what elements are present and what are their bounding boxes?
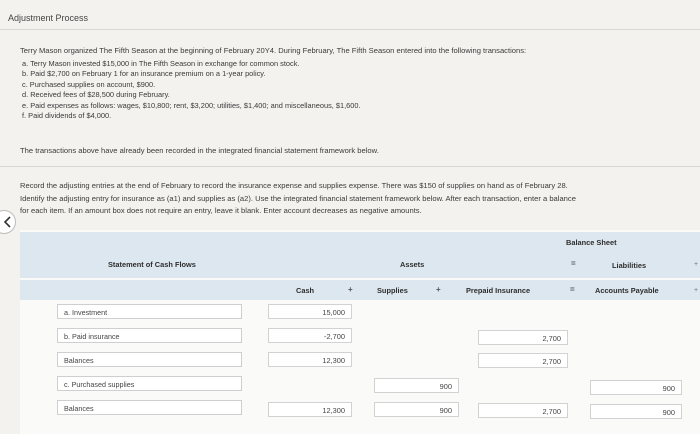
- supplies-input[interactable]: 900: [374, 402, 459, 417]
- cash-input[interactable]: 12,300: [268, 352, 352, 367]
- column-header-supplies: Supplies: [377, 286, 408, 295]
- page-title: Adjustment Process: [8, 13, 89, 23]
- list-item: b. Paid $2,700 on February 1 for an insurance premium on a 1-year policy.: [22, 69, 266, 79]
- equals-sign: =: [571, 259, 576, 268]
- intro-text: Terry Mason organized The Fifth Season at the beginning of February 20Y4. During February, The Fifth Season entered into the following transactions:: [20, 46, 527, 55]
- equals-sign: =: [570, 285, 575, 294]
- column-header-cash: Cash: [296, 286, 315, 295]
- list-item: d. Received fees of $28,500 during February.: [22, 90, 170, 100]
- chevron-left-icon: [3, 216, 11, 228]
- cash-input[interactable]: 12,300: [268, 402, 352, 417]
- accounts-payable-input[interactable]: 900: [590, 380, 682, 395]
- plus-sign: +: [694, 287, 699, 294]
- list-item: a. Terry Mason invested $15,000 in The Fifth Season in exchange for common stock.: [22, 59, 300, 68]
- list-item: e. Paid expenses as follows: wages, $10,800; rent, $3,200; utilities, $1,400; and miscellaneous, $1,600.: [22, 100, 361, 110]
- balance-sheet-header: Balance Sheet: [566, 238, 617, 247]
- prepaid-insurance-input[interactable]: 2,700: [478, 330, 568, 345]
- cash-flows-header: Statement of Cash Flows: [108, 260, 196, 269]
- plus-sign: +: [694, 261, 699, 268]
- row-label: c. Purchased supplies: [57, 376, 242, 391]
- cash-input[interactable]: 15,000: [268, 304, 352, 319]
- recorded-note: The transactions above have already been recorded in the integrated financial statement framework below.: [20, 146, 379, 155]
- list-item: f. Paid dividends of $4,000.: [22, 111, 112, 121]
- row-label: Balances: [57, 352, 242, 367]
- instructions-line: Identify the adjusting entry for insurance as (a1) and supplies as (a2). Use the integrated financial statement framework below. After each transaction, enter a balance: [20, 193, 576, 203]
- instructions: [20, 180, 576, 218]
- instructions-line: for each item. If an amount box does not require an entry, leave it blank. Enter account decreases as negative amounts.: [20, 206, 422, 215]
- accounts-payable-input[interactable]: 900: [590, 404, 682, 419]
- prepaid-insurance-input[interactable]: 2,700: [478, 353, 568, 368]
- list-item: c. Purchased supplies on account, $900.: [22, 79, 156, 89]
- plus-sign: +: [436, 285, 441, 294]
- row-label: b. Paid insurance: [57, 328, 242, 343]
- column-header-accounts-payable: Accounts Payable: [595, 286, 659, 295]
- cash-input[interactable]: -2,700: [268, 328, 352, 343]
- title-divider: [0, 29, 700, 30]
- row-label: Balances: [57, 400, 242, 415]
- transaction-list: [22, 59, 361, 121]
- plus-sign: +: [348, 285, 353, 294]
- back-button[interactable]: [0, 210, 16, 234]
- supplies-input[interactable]: 900: [374, 378, 459, 393]
- liabilities-header: Liabilities: [612, 261, 647, 270]
- section-divider: [0, 166, 700, 167]
- prepaid-insurance-input[interactable]: 2,700: [478, 403, 568, 418]
- assets-header: Assets: [400, 260, 425, 269]
- row-label: a. Investment: [57, 304, 242, 319]
- column-header-prepaid-insurance: Prepaid Insurance: [466, 286, 531, 295]
- instructions-line: Record the adjusting entries at the end of February to record the insurance expense and supplies expense. There was $150 of supplies on hand as of February 28.: [20, 181, 568, 190]
